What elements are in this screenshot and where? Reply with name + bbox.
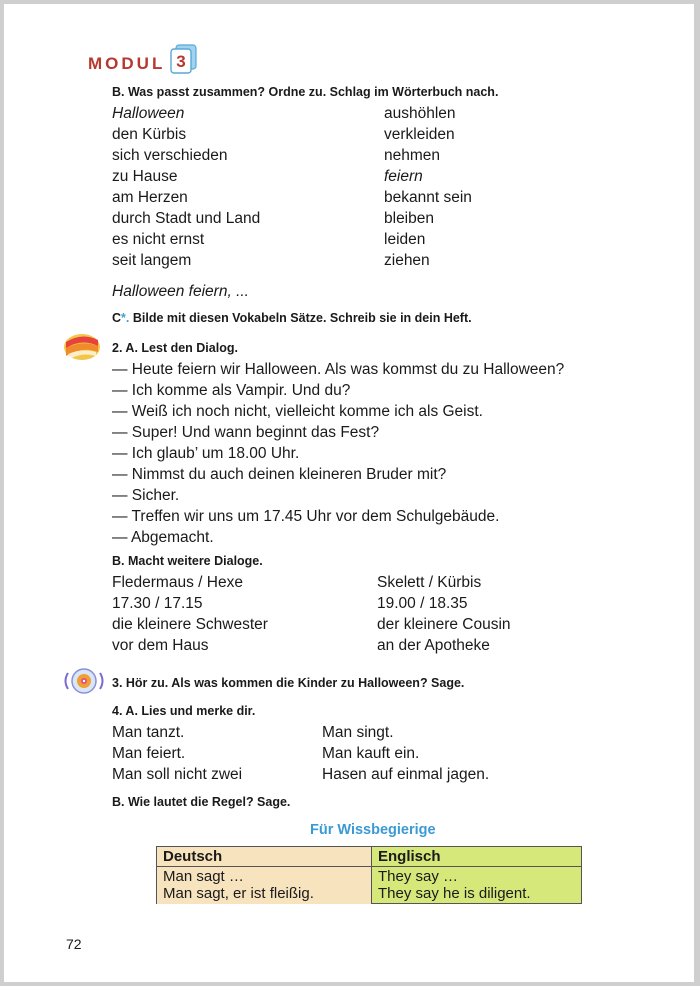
phrase: Man singt. — [322, 724, 394, 741]
dialog — [112, 359, 564, 548]
grammar-table — [156, 846, 582, 904]
exercise-c-letter: C — [112, 311, 122, 325]
dialog-line: — Sicher. — [112, 487, 180, 504]
word-left: durch Stadt und Land — [112, 210, 261, 227]
dialog-option: an der Apotheke — [377, 637, 490, 654]
dialog-line: — Abgemacht. — [112, 529, 214, 546]
dialog-line: — Nimmst du auch deinen kleineren Bruder mit? — [112, 466, 447, 483]
exercise-b-example: Halloween feiern, ... — [112, 283, 249, 300]
word-right: nehmen — [384, 147, 441, 164]
word-left: Halloween — [112, 105, 185, 122]
dialog-option: Fledermaus / Hexe — [112, 574, 243, 591]
exercise-2b-instruction: B. Macht weitere Dialoge. — [112, 554, 263, 568]
word-left: es nicht ernst — [112, 231, 205, 248]
wissbegierige-title: Für Wissbegierige — [310, 822, 436, 838]
exercise-c-instruction — [112, 311, 472, 325]
phrase: Man feiert. — [112, 745, 186, 762]
word-right: feiern — [384, 168, 423, 185]
word-left: den Kürbis — [112, 126, 187, 143]
phrase: Hasen auf einmal jagen. — [322, 766, 490, 783]
dialog-option: 17.30 / 17.15 — [112, 595, 203, 612]
word-left: sich verschieden — [112, 147, 228, 164]
exercise-2-instruction: 2. A. Lest den Dialog. — [112, 341, 238, 355]
star-mark: *. — [121, 311, 130, 325]
cell-englisch: They say … — [378, 868, 459, 885]
word-right: verkleiden — [384, 126, 455, 143]
dialog-line: — Heute feiern wir Halloween. Als was kommst du zu Halloween? — [112, 361, 565, 378]
header-englisch: Englisch — [372, 847, 582, 867]
word-right: bleiben — [384, 210, 434, 227]
modul-number: 3 — [176, 52, 186, 71]
phrase: Man soll nicht zwei — [112, 766, 243, 783]
word-right: aushöhlen — [384, 105, 456, 122]
dialog-line: — Super! Und wann beginnt das Fest? — [112, 424, 380, 441]
dialog-option: der kleinere Cousin — [377, 616, 511, 633]
dialog-line: — Ich glaub’ um 18.00 Uhr. — [112, 445, 300, 462]
dialog-option: Skelett / Kürbis — [377, 574, 482, 591]
phrase: Man tanzt. — [112, 724, 185, 741]
page-number: 72 — [66, 936, 82, 952]
header-deutsch: Deutsch — [157, 847, 372, 867]
exercise-3-instruction: 3. Hör zu. Als was kommen die Kinder zu Halloween? Sage. — [112, 676, 465, 690]
exercise-4-instruction: 4. A. Lies und merke dir. — [112, 704, 256, 718]
cell-deutsch: Man sagt, er ist fleißig. — [163, 885, 314, 903]
exercise-b-instruction: B. Was passt zusammen? Ordne zu. Schlag im Wörterbuch nach. — [112, 85, 499, 99]
dialog-option: 19.00 / 18.35 — [377, 595, 468, 612]
table-row — [157, 867, 582, 904]
word-right: leiden — [384, 231, 426, 248]
exercise-2b-right-column — [377, 572, 511, 656]
dialog-line: — Ich komme als Vampir. Und du? — [112, 382, 351, 399]
exercise-c-text: Bilde mit diesen Vokabeln Sätze. Schreib sie in dein Heft. — [129, 311, 472, 325]
exercise-4b-instruction: B. Wie lautet die Regel? Sage. — [112, 795, 291, 809]
dialog-option: vor dem Haus — [112, 637, 209, 654]
cell-englisch: They say he is diligent. — [378, 885, 531, 902]
exercise-b-right-column — [384, 103, 472, 271]
word-right: ziehen — [384, 252, 430, 269]
dialog-option: die kleinere Schwester — [112, 616, 268, 633]
table-header-row — [157, 847, 582, 867]
modul-number-badge — [170, 44, 198, 74]
word-right: bekannt sein — [384, 189, 472, 206]
phrase: Man kauft ein. — [322, 745, 420, 762]
read-book-icon — [62, 330, 104, 367]
exercise-4-right-column — [322, 722, 489, 785]
listen-cd-icon — [62, 665, 106, 702]
word-left: am Herzen — [112, 189, 188, 206]
dialog-line: — Treffen wir uns um 17.45 Uhr vor dem Schulgebäude. — [112, 508, 500, 525]
textbook-page — [4, 4, 694, 982]
cell-deutsch: Man sagt … — [163, 868, 244, 886]
exercise-b-left-column — [112, 103, 260, 271]
exercise-4-left-column — [112, 722, 242, 785]
modul-label: MODUL — [88, 54, 166, 73]
dialog-line: — Weiß ich noch nicht, vielleicht komme ich als Geist. — [112, 403, 483, 420]
word-left: zu Hause — [112, 168, 178, 185]
exercise-2b-left-column — [112, 572, 268, 656]
word-left: seit langem — [112, 252, 192, 269]
